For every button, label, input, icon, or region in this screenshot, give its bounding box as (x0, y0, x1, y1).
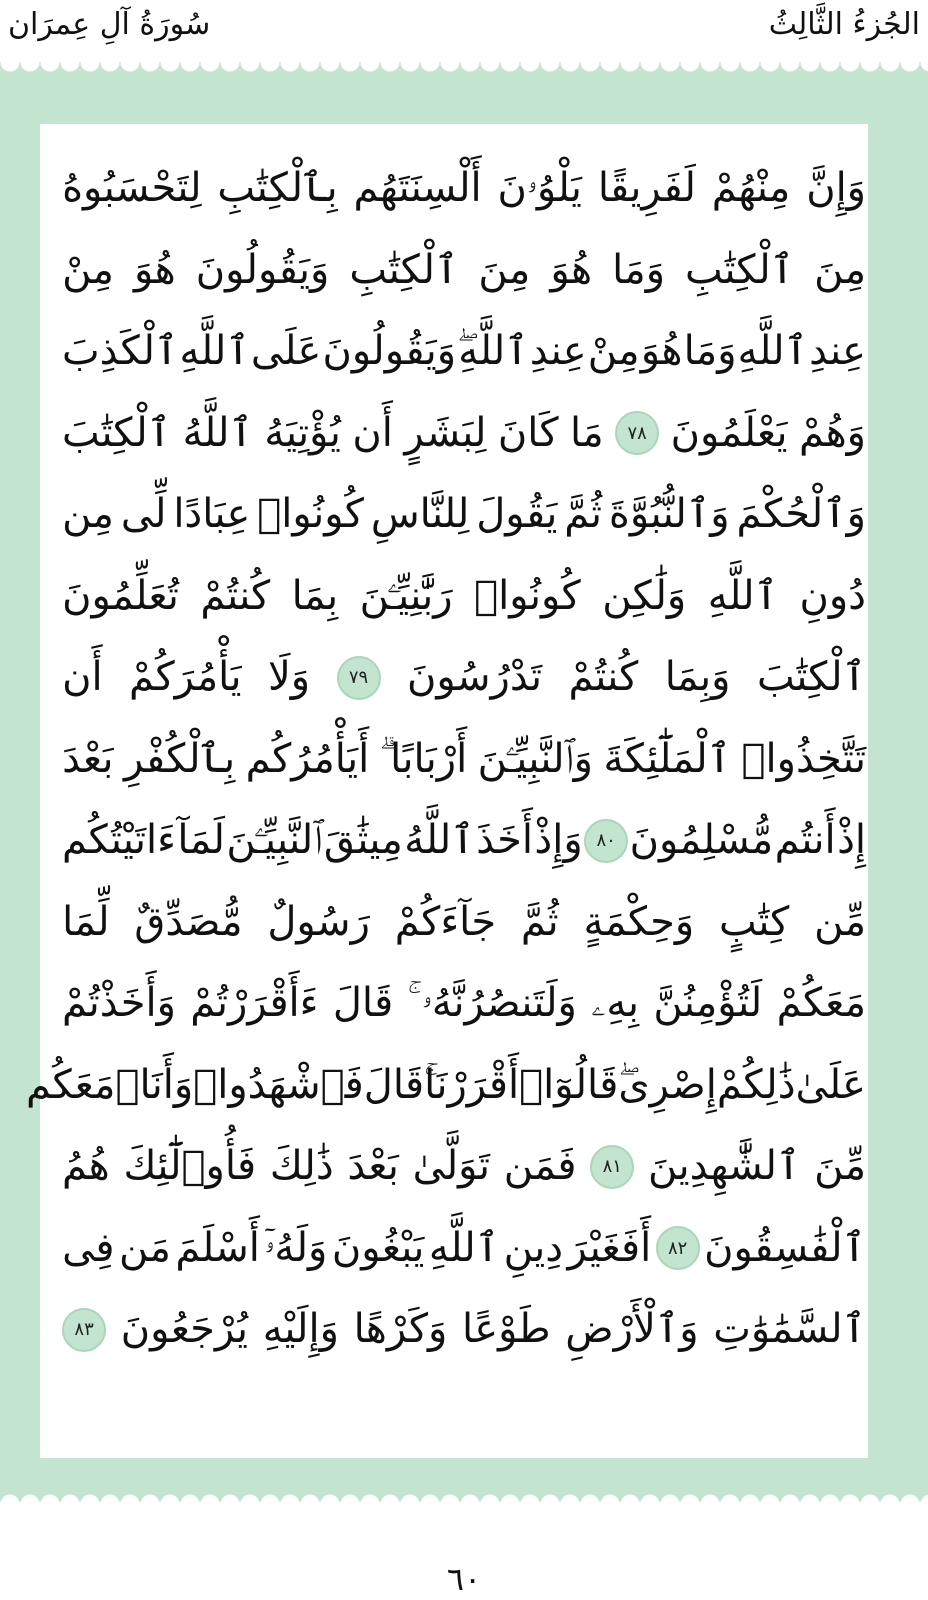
word: وَلَهُۥٓ (264, 1224, 328, 1271)
word: دِينِ (503, 1224, 564, 1271)
word: ٱلْكَذِبَ (62, 328, 179, 374)
word: وَمَا (683, 328, 737, 374)
word: ثُمَّ (564, 491, 602, 537)
word: ذَٰلِكُمْ (716, 1061, 796, 1108)
word: مَا (570, 409, 604, 456)
word: طَوْعًا (462, 1306, 551, 1352)
word: وَهُمْ (798, 409, 866, 456)
word: جَآءَكُمْ (394, 898, 497, 945)
word: وَبِمَا (664, 654, 731, 700)
word: بَعْدَ (347, 1143, 399, 1189)
word: يَأْمُرَكُمْ (129, 654, 242, 700)
word: يَقُولَ (476, 491, 558, 537)
word: ثُمَّ (520, 898, 559, 945)
verse-line (62, 637, 866, 719)
word: يُؤْتِيَهُ (264, 409, 341, 456)
verse-line (62, 882, 866, 964)
word: قَالُوٓا۟ (519, 1061, 619, 1108)
word: بِمَا (291, 572, 339, 619)
word: فِى (62, 1224, 115, 1271)
word: أَن (62, 654, 103, 700)
word: أَيَأْمُرُكُم (245, 735, 370, 782)
word: ٱلْكِتَٰبِ (349, 246, 459, 293)
ayah-number-marker: ٨٢ (656, 1226, 700, 1270)
word: فَمَن (503, 1143, 577, 1189)
word: مِن (62, 491, 114, 537)
word: عَلَى (250, 328, 322, 374)
word: مِيثَٰقَ (323, 817, 403, 863)
word: لِّمَا (62, 898, 110, 945)
word: وَيَقُولُونَ (195, 246, 330, 293)
word: وَٱلنَّبِيِّـۧنَ (477, 735, 593, 782)
word: لِّى (120, 491, 167, 537)
word: هُوَ (640, 328, 683, 374)
word: يَبْغُونَ (331, 1224, 425, 1271)
word: كَانَ (497, 409, 559, 456)
word: وَإِذْ (534, 817, 583, 863)
word: لَفَرِيقًا (597, 165, 696, 211)
verse-line (62, 556, 866, 638)
word: أَلْسِنَتَهُم (353, 165, 482, 211)
word: بِهِۦ (591, 980, 639, 1026)
word: ٱلسَّمَٰوَٰتِ (713, 1306, 866, 1352)
word: بِٱلْكُفْرِ (123, 735, 236, 782)
word: ٱلْكِتَٰبَ (62, 409, 172, 456)
verse-line (62, 1126, 866, 1208)
word: مُّصَدِّقٌ (134, 898, 243, 945)
word: عِبَادًا (173, 491, 251, 537)
word: وَلَتَنصُرُنَّهُۥ (421, 980, 577, 1026)
word: ٱلْكِتَٰبَ (756, 654, 866, 700)
word: كُونُوا۟ (474, 572, 581, 619)
ayah-number-marker: ٧٩ (337, 656, 381, 700)
word: أَفَغَيْرَ (567, 1224, 652, 1271)
word: وَيَقُولُونَ (322, 328, 457, 374)
word: بِٱلْكِتَٰبِ (217, 165, 338, 211)
word: ٱللَّهِ (179, 328, 250, 374)
word: لِتَحْسَبُوهُ (62, 165, 202, 211)
word: ذَٰلِكَ (269, 1143, 334, 1189)
word: مِنْ (62, 246, 114, 293)
word: تَوَلَّىٰ (412, 1143, 490, 1189)
word: ٱلشَّٰهِدِينَ (648, 1143, 801, 1189)
word: ٱلْمَلَٰٓئِكَةَ (603, 735, 732, 782)
ayah-number-marker: ٨٣ (62, 1308, 106, 1352)
word: بَعْدَ (62, 735, 114, 782)
word: ٱللَّهِ (737, 328, 808, 374)
verse-line (62, 1289, 866, 1371)
verse-line (62, 1208, 866, 1290)
word: عِندِ (809, 328, 866, 374)
word: إِصْرِى (618, 1061, 717, 1108)
word: وَمَا (612, 246, 666, 293)
verse-line (62, 230, 866, 312)
word: وَلَٰكِن (602, 572, 687, 619)
word: عَلَىٰ (795, 1061, 866, 1108)
word: مَن (119, 1224, 171, 1271)
word: كُنتُمْ (568, 654, 639, 700)
word: وَحِكْمَةٍ (583, 898, 695, 945)
page-number: ٦٠ (446, 1560, 482, 1598)
word: أَسْلَمَ (175, 1224, 260, 1271)
word: هُوَ (550, 246, 593, 293)
word: يَعْلَمُونَ (670, 409, 788, 456)
word: أَنتُم (774, 817, 836, 863)
word: وَإِلَيْهِ (262, 1306, 339, 1352)
word: مَعَكُم (26, 1061, 116, 1108)
word: كُنتُمْ (200, 572, 271, 619)
word: تُعَلِّمُونَ (62, 572, 179, 619)
frame-border-top (0, 62, 928, 76)
verse-line (62, 963, 866, 1045)
word: ٱللَّهِ (458, 328, 529, 374)
word: أَن (352, 409, 393, 456)
word: فَأُو۟لَٰٓئِكَ (123, 1143, 257, 1189)
word: كُونُوا۟ (257, 491, 364, 537)
surah-title: سُورَةُ آلِ عِمرَان (8, 7, 211, 42)
word: وَأَنَا۠ (115, 1061, 194, 1108)
word: مِّنَ (814, 1143, 866, 1189)
ayah-number-marker: ٨٠ (584, 819, 628, 863)
word: وَأَخَذْتُمْ (62, 980, 176, 1026)
verse-line (62, 393, 866, 475)
word: ٱللَّهِ (428, 1224, 500, 1271)
word: مِنَ (814, 246, 866, 293)
word: مِنْ (587, 328, 640, 374)
word: فَٱشْهَدُوا۟ (193, 1061, 364, 1108)
word: تَدْرُسُونَ (407, 654, 542, 700)
word: وَإِنَّ (806, 165, 866, 211)
word: أَخَذَ (476, 817, 533, 863)
word: إِذْ (837, 817, 866, 863)
word: مِّن (814, 898, 866, 945)
verse-line (62, 148, 866, 230)
word: وَٱلْحُكْمَ (736, 491, 866, 537)
word: ٱللَّهُ (182, 409, 253, 456)
word: ٱللَّهِ (707, 572, 779, 619)
verse-line (62, 719, 866, 801)
verse-line (26, 1045, 866, 1127)
word: رَبَّٰنِيِّـۧنَ (359, 572, 453, 619)
word: وَٱلنُّبُوَّةَ (608, 491, 730, 537)
word: وَٱلْأَرْضِ (565, 1306, 699, 1352)
word: لَتُؤْمِنُنَّ (653, 980, 763, 1026)
word: رَسُولٌ (267, 898, 370, 945)
word: ءَأَقْرَرْتُمْ (190, 980, 319, 1026)
word: عِندِ (529, 328, 587, 374)
verse-line (62, 800, 866, 882)
frame-border-bottom (0, 1490, 928, 1504)
word: ٱلْكِتَٰبِ (685, 246, 795, 293)
word: مِنَ (478, 246, 531, 293)
word: كِتَٰبٍ (718, 898, 790, 945)
word: دُونِ (799, 572, 866, 619)
word: أَقْرَرْنَا (424, 1061, 520, 1108)
ayah-number-marker: ٧٨ (615, 411, 659, 455)
verse-line (62, 474, 866, 556)
word: لِبَشَرٍ (404, 409, 487, 456)
word: مُّسْلِمُونَ (629, 817, 774, 863)
word: أَرْبَابًا (390, 735, 468, 782)
word: قَالَ (363, 1061, 425, 1108)
word: يُرْجَعُونَ (120, 1306, 249, 1352)
word: هُمُ (62, 1143, 110, 1189)
verse-line (62, 311, 866, 393)
verse-lines (26, 148, 866, 1371)
juz-title: الجُزءُ الثَّالِثُ (768, 7, 920, 42)
word: ٱلْفَٰسِقُونَ (704, 1224, 866, 1271)
word: لِلنَّاسِ (370, 491, 470, 537)
word: لَمَآ (177, 817, 225, 863)
word: وَلَا (267, 654, 311, 700)
word: يَلْوُۥنَ (497, 165, 582, 211)
word: هُوَ (133, 246, 176, 293)
word: ءَاتَيْتُكُم (62, 817, 176, 863)
word: قَالَ (332, 980, 394, 1026)
word: ٱللَّهُ (404, 817, 475, 863)
word: مَعَكُمْ (776, 980, 866, 1026)
ayah-number-marker: ٨١ (590, 1145, 634, 1189)
word: وَكَرْهًا (353, 1306, 448, 1352)
word: مِنْهُمْ (711, 165, 791, 211)
word: تَتَّخِذُوا۟ (741, 735, 866, 782)
word: ٱلنَّبِيِّـۧنَ (226, 817, 323, 863)
